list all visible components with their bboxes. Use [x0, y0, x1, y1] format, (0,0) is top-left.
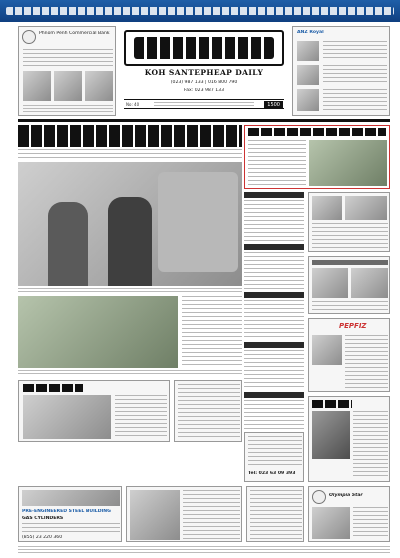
steel-ad-photo — [22, 490, 120, 506]
right-top-story-text-placeholder — [248, 140, 306, 186]
main-headline — [18, 125, 242, 147]
promo-ad-text-placeholder — [178, 384, 240, 440]
steel-building-ad — [18, 486, 122, 542]
steel-ad-subtitle: GAS CYLINDERS — [22, 516, 64, 521]
kitchen-ad-text-placeholder — [312, 223, 388, 249]
second-photo — [18, 296, 178, 368]
building-ad — [18, 380, 170, 442]
article-section-bar-1 — [244, 192, 304, 198]
steel-ad-title: PRE-ENGINEERED STEEL BUILDING — [22, 509, 111, 514]
masthead-logo — [124, 30, 284, 66]
top-banner-text-placeholder — [6, 7, 394, 15]
article-1-text-placeholder — [244, 200, 304, 242]
hotline-ad-text-placeholder — [248, 436, 302, 466]
header-right-text-3-placeholder — [323, 89, 387, 111]
header-left-photo-3 — [85, 71, 113, 101]
header-right-photo-2 — [297, 65, 319, 85]
right-top-story — [244, 125, 390, 189]
kitchen-ad-photo-1 — [312, 196, 342, 220]
masthead-latin-name: KOH SANTEPHEAP DAILY — [144, 68, 264, 77]
masthead-phone-line: (023) 987 133 | 016 800 790 — [170, 80, 238, 85]
building-ad-text-placeholder — [115, 395, 167, 439]
main-subheadline-placeholder — [18, 149, 242, 159]
olympia-logo-icon — [312, 490, 326, 504]
main-photo — [18, 162, 242, 286]
footer-contact-placeholder — [18, 546, 390, 554]
appliance-ad — [308, 256, 390, 314]
article-3-text-placeholder — [244, 300, 304, 340]
header-left-photo-2 — [54, 71, 82, 101]
appliance-ad-title-bar — [312, 260, 388, 265]
article-2-text-placeholder — [244, 252, 304, 290]
appliance-ad-photo-2 — [351, 268, 388, 298]
olympia-ad — [308, 486, 390, 542]
header-right-brand: ANZ Royal — [297, 30, 324, 35]
building-ad-title-placeholder — [23, 384, 83, 392]
hotel-ad — [246, 486, 304, 542]
main-photo-caption-placeholder — [18, 288, 242, 294]
main-photo-stupa — [158, 172, 238, 272]
header-right-text-2-placeholder — [323, 65, 387, 85]
masthead-date-bar — [124, 99, 284, 109]
article-5-text-placeholder — [244, 400, 304, 430]
event-ad-title-placeholder — [312, 400, 352, 408]
olympia-photo — [312, 507, 350, 539]
event-ad-text-placeholder — [353, 411, 388, 479]
olympia-ad-text-placeholder — [353, 507, 388, 539]
header-divider — [18, 119, 390, 122]
bank-logo-icon — [22, 30, 36, 44]
article-4-text-placeholder — [244, 350, 304, 390]
price-badge: 1500 — [264, 101, 283, 109]
header-right-text-1-placeholder — [323, 41, 387, 61]
promo-ad — [174, 380, 242, 442]
second-photo-caption-placeholder — [18, 370, 242, 376]
pepfiz-product-photo — [312, 335, 342, 365]
header-right-photo-1 — [297, 41, 319, 61]
appliance-ad-text-placeholder — [312, 301, 388, 312]
pepfiz-logo: PEPFIZ — [339, 322, 367, 330]
second-photo-text-placeholder — [182, 296, 242, 368]
steel-ad-text-placeholder — [22, 523, 120, 533]
article-section-bar-2 — [244, 244, 304, 250]
building-ad-photo — [23, 395, 111, 439]
header-left-text-placeholder — [23, 49, 113, 67]
header-right-photo-3 — [297, 89, 319, 111]
appliance-sale-ad — [126, 486, 242, 542]
main-headline-placeholder — [18, 125, 242, 147]
header-left-brand: Phnom Penh Commercial Bank — [39, 31, 110, 36]
main-photo-figure-2 — [108, 197, 152, 286]
hotel-ad-text-placeholder — [250, 490, 302, 540]
issue-label: No: 40 — [126, 102, 140, 107]
header-right-ad — [292, 26, 390, 116]
event-ad-photo — [312, 411, 350, 459]
olympia-brand: Olympia Star — [329, 493, 363, 498]
date-text-placeholder — [154, 102, 254, 108]
kitchen-equipment-ad — [308, 192, 390, 252]
hotline-ad-phone: Tel: 023 63 09 393 — [248, 471, 296, 476]
pepfiz-ad-text-placeholder — [345, 335, 388, 389]
appliance-sale-photo — [130, 490, 180, 540]
right-top-story-headline-placeholder — [248, 128, 386, 136]
event-ad — [308, 396, 390, 482]
article-section-bar-3 — [244, 292, 304, 298]
article-section-bar-4 — [244, 342, 304, 348]
pepfiz-ad — [308, 318, 390, 392]
hotline-ad — [244, 432, 304, 482]
article-section-bar-5 — [244, 392, 304, 398]
top-banner — [0, 0, 400, 22]
header-left-photo-1 — [23, 71, 51, 101]
masthead-khmer-title-placeholder — [134, 37, 274, 59]
main-photo-figure-1 — [48, 202, 88, 286]
header-left-ad — [18, 26, 116, 116]
masthead-fax-line: Fax: 023 987 133 — [184, 88, 224, 93]
kitchen-ad-photo-2 — [345, 196, 387, 220]
steel-ad-phone: (855) 23 220 360 — [22, 535, 63, 540]
header-left-caption-placeholder — [23, 105, 113, 114]
right-top-story-photo — [309, 140, 387, 186]
appliance-sale-text-placeholder — [183, 490, 240, 540]
appliance-ad-photo-1 — [312, 268, 348, 298]
